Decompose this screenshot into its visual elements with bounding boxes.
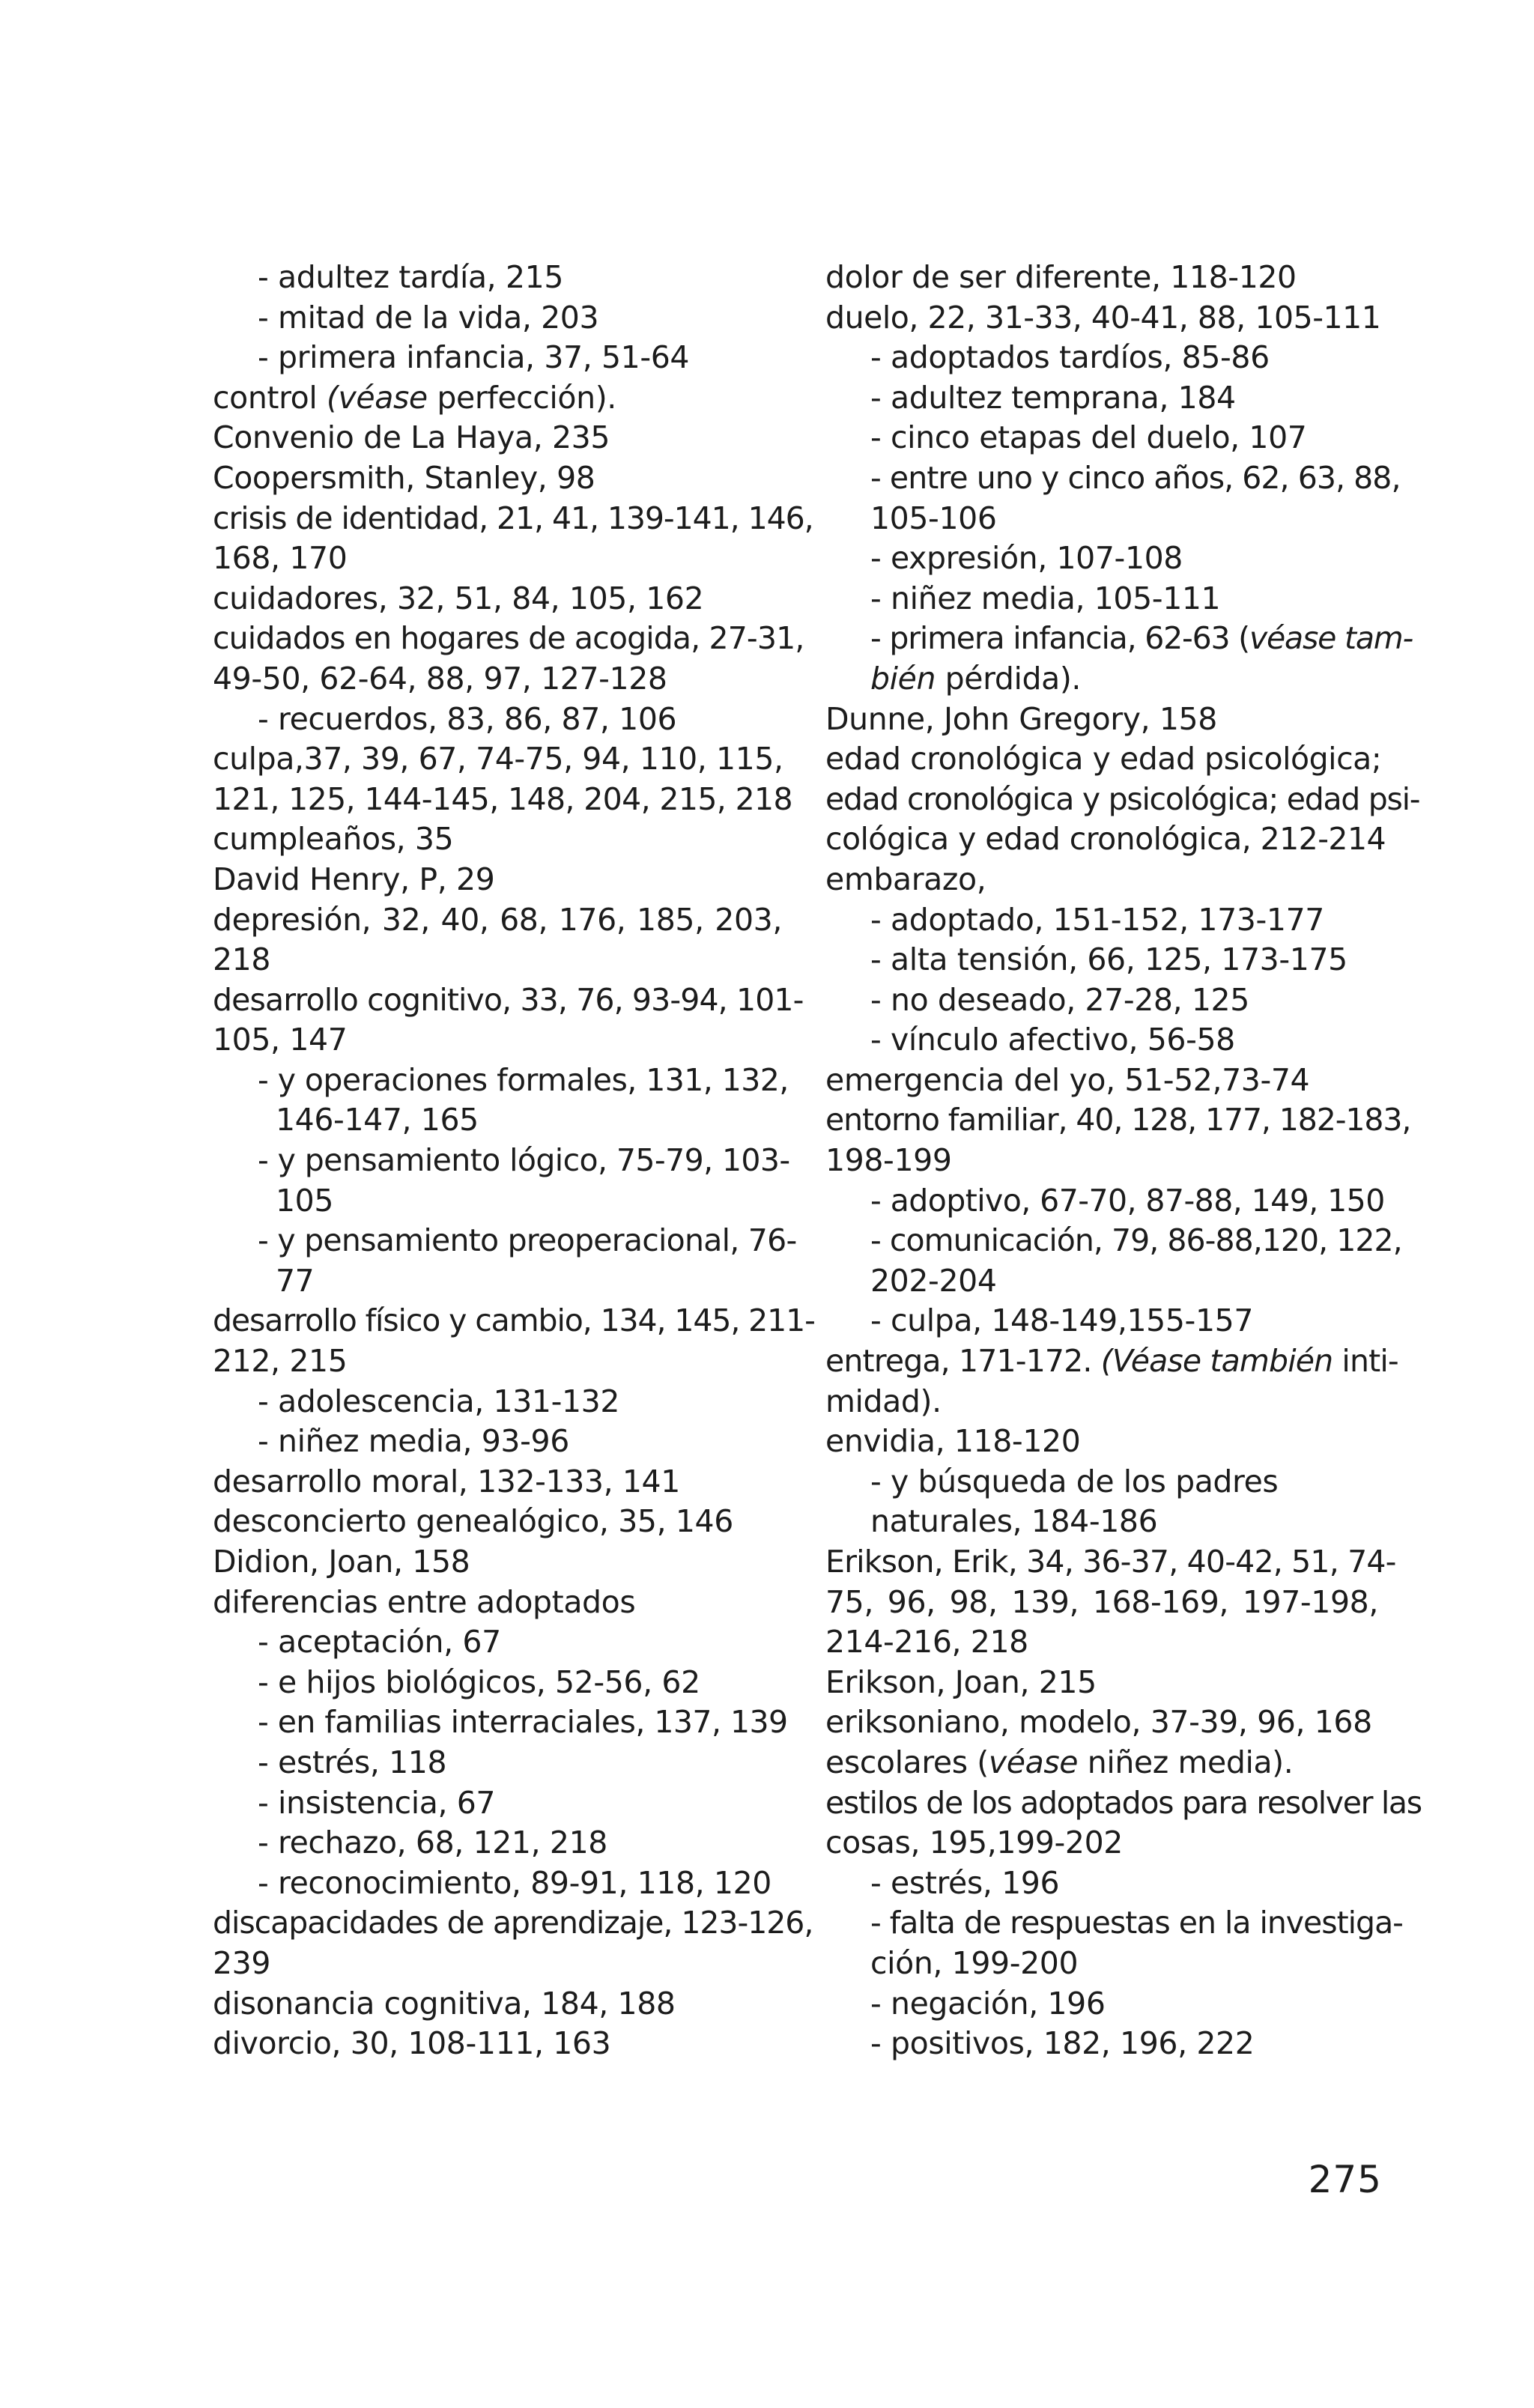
index-entry [213,1542,782,1583]
index-entry [213,338,782,378]
index-entry [213,579,782,619]
entry-text: desarrollo cognitivo, 33, 76, 93-94, 101- [213,981,804,1018]
index-column-right [825,258,1422,2064]
index-entry [213,619,804,659]
entry-text: eriksoniano, modelo, 37-39, 96, 168 [825,1704,1372,1741]
entry-text: crisis de identidad, 21, 41, 139-141, 146, [213,500,813,536]
index-entry [825,1502,1378,1542]
index-entry [825,1141,1378,1181]
index-entry [825,1944,1378,1984]
entry-text: - positivos, 182, 196, 222 [870,2025,1255,2062]
entry-text: - recuerdos, 83, 86, 87, 106 [258,700,677,737]
index-entry [213,1944,782,1984]
entry-text: desarrollo físico y cambio, 134, 145, 211- [213,1302,815,1339]
index-entry [213,499,813,539]
entry-text: 105 [276,1182,334,1219]
entry-text: entrega, 171-172. [825,1343,1101,1380]
entry-text: - comunicación, 79, 86-88,120, 122, [870,1222,1402,1259]
entry-text: - adoptivo, 67-70, 87-88, 149, 150 [870,1182,1385,1219]
entry-text: desarrollo moral, 132-133, 141 [213,1463,680,1499]
entry-text: discapacidades de aprendizaje, 123-126, [213,1905,813,1941]
entry-text: 168, 170 [213,540,348,577]
entry-text: Coopersmith, Stanley, 98 [213,459,595,496]
entry-text: - negación, 196 [870,1985,1106,2022]
index-entry [825,1422,1378,1462]
index-entry [825,458,1401,499]
index-entry [825,1903,1403,1944]
entry-text: - primera infancia, 37, 51-64 [258,339,690,376]
page-number: 275 [1308,2158,1382,2201]
entry-text: divorcio, 30, 108-111, 163 [213,2025,611,2062]
index-entry [213,1020,782,1061]
index-entry [825,619,1413,659]
entry-text: embarazo, [825,861,986,897]
entry-text: 212, 215 [213,1343,348,1380]
entry-text: - reconocimiento, 89-91, 118, 120 [258,1864,771,1901]
index-entry [213,1823,782,1863]
index-entry [825,739,1382,780]
index-entry [825,980,1378,1021]
index-entry [825,900,1378,941]
entry-text: cológica y edad cronológica, 212-214 [825,821,1386,858]
index-entry [213,1903,813,1944]
index-entry [213,1221,797,1261]
index-entry [825,418,1378,458]
entry-text: - en familias interraciales, 137, 139 [258,1704,788,1741]
entry-text: cuidados en hogares de acogida, 27-31, [213,620,804,657]
entry-italic-reference: véase tam- [1249,620,1413,657]
entry-text: - rechazo, 68, 121, 218 [258,1825,607,1861]
index-column-left [213,258,815,2064]
index-entry [213,980,804,1021]
index-entry [825,860,1378,900]
entry-text: Erikson, Joan, 215 [825,1664,1097,1700]
index-entry [213,1863,782,1904]
entry-text: 105, 147 [213,1022,348,1058]
index-entry [825,1382,1378,1422]
entry-text: control [213,379,327,416]
index-entry [213,1462,782,1502]
index-entry [213,2024,782,2064]
entry-italic-reference: (véase [326,379,428,416]
index-entry [213,1301,815,1341]
index-entry [213,860,782,900]
entry-text: entorno familiar, 40, 128, 177, 182-183, [825,1102,1411,1138]
entry-text: - adultez tardía, 215 [258,259,564,295]
index-entry [825,1823,1378,1863]
entry-text: - vínculo afectivo, 56-58 [870,1022,1235,1058]
index-entry [213,378,782,419]
index-entry [213,1502,782,1542]
entry-text: naturales, 184-186 [870,1503,1158,1540]
index-entry [213,900,782,941]
entry-text: 77 [276,1262,315,1299]
index-entry [213,819,782,860]
index-entry [825,1622,1378,1663]
entry-text: dolor de ser diferente, 118-120 [825,259,1297,295]
entry-text: 214-216, 218 [825,1624,1028,1661]
entry-text: - estrés, 118 [258,1744,447,1780]
index-entry [825,1100,1411,1141]
entry-text-after: perfección). [427,379,616,416]
entry-text: - culpa, 148-149,155-157 [870,1302,1254,1339]
index-entry [825,378,1378,419]
entry-text: 146-147, 165 [276,1102,479,1138]
index-entry [825,1743,1378,1783]
entry-text: 218 [213,941,271,978]
index-entry [213,1783,782,1824]
index-entry [825,1261,1378,1302]
entry-text: estilos de los adoptados para resolver las [825,1784,1422,1821]
entry-text: diferencias entre adoptados [213,1583,636,1620]
index-entry [213,458,782,499]
index-entry [213,1622,782,1663]
entry-text: cosas, 195,199-202 [825,1825,1123,1861]
index-entry [825,1583,1378,1623]
index-entry [825,1341,1398,1382]
index-entry [825,2024,1378,2064]
index-entry [825,579,1378,619]
entry-text: Dunne, John Gregory, 158 [825,700,1217,737]
index-entry [213,1341,782,1382]
entry-text: - y operaciones formales, 131, 132, [258,1061,789,1098]
index-entry [825,1702,1378,1743]
index-entry [213,1181,782,1222]
index-entry [213,1583,782,1623]
entry-text: - adolescencia, 131-132 [258,1383,620,1419]
entry-text: - estrés, 196 [870,1864,1060,1901]
index-entry [825,1301,1378,1341]
index-entry [213,659,782,700]
index-entry [825,1542,1396,1583]
index-entry [213,1061,789,1101]
entry-text: - no deseado, 27-28, 125 [870,981,1249,1018]
entry-text: - expresión, 107-108 [870,540,1183,577]
entry-text: - adoptados tardíos, 85-86 [870,339,1270,376]
entry-text: cuidadores, 32, 51, 84, 105, 162 [213,580,704,616]
entry-text: - insistencia, 67 [258,1784,496,1821]
index-entry [213,739,782,780]
index-entry [825,1221,1402,1261]
index-entry [825,338,1378,378]
entry-text: emergencia del yo, 51-52,73-74 [825,1061,1310,1098]
index-entry [213,1984,782,2025]
entry-text: midad). [825,1383,942,1419]
entry-text: Erikson, Erik, 34, 36-37, 40-42, 51, 74- [825,1544,1396,1580]
entry-text: - niñez media, 93-96 [258,1423,569,1460]
index-entry [825,499,1378,539]
entry-text: - y pensamiento lógico, 75-79, 103- [258,1142,790,1179]
entry-text: disonancia cognitiva, 184, 188 [213,1985,676,2022]
index-entry [213,1702,788,1743]
index-entry [213,1382,782,1422]
index-entry [825,819,1386,860]
entry-text: ción, 199-200 [870,1944,1079,1981]
entry-text-after: inti- [1333,1343,1398,1380]
index-entry [825,1020,1378,1061]
entry-text: Convenio de La Haya, 235 [213,419,610,456]
entry-text: 49-50, 62-64, 88, 97, 127-128 [213,660,667,697]
entry-text: - cinco etapas del duelo, 107 [870,419,1307,456]
entry-text: - entre uno y cinco años, 62, 63, 88, [870,459,1401,496]
index-entry [213,258,782,298]
entry-text: desconcierto genealógico, 35, 146 [213,1503,733,1540]
entry-text: - y búsqueda de los padres [870,1463,1279,1499]
entry-text: duelo, 22, 31-33, 40-41, 88, 105-111 [825,299,1381,336]
entry-text: - adoptado, 151-152, 173-177 [870,901,1324,938]
index-entry [213,1100,782,1141]
entry-text: 202-204 [870,1262,997,1299]
index-entry [213,1663,782,1703]
index-entry [213,780,792,820]
index-entry [213,418,782,458]
entry-text-after: pérdida). [936,660,1082,697]
entry-text: 75, 96, 98, 139, 168-169, 197-198, [825,1583,1378,1620]
entry-text: depresión, 32, 40, 68, 176, 185, 203, [213,901,782,938]
entry-text: 198-199 [825,1142,952,1179]
entry-italic-reference: bién [870,660,936,697]
entry-italic-reference: véase [988,1744,1079,1780]
index-entry [825,258,1378,298]
entry-text: 121, 125, 144-145, 148, 204, 215, 218 [213,780,792,817]
index-entry [213,539,782,579]
index-entry [213,298,782,339]
entry-text: - falta de respuestas en la investiga- [870,1905,1403,1941]
entry-text: David Henry, P, 29 [213,861,495,897]
entry-text: - adultez temprana, 184 [870,379,1236,416]
entry-text: - aceptación, 67 [258,1624,501,1661]
entry-text-after: niñez media). [1078,1744,1294,1780]
index-entry [825,940,1378,980]
entry-text: envidia, 118-120 [825,1423,1081,1460]
index-entry [213,1261,782,1302]
entry-text: edad cronológica y psicológica; edad psi- [825,780,1420,817]
entry-text: - y pensamiento preoperacional, 76- [258,1222,797,1259]
entry-text: Didion, Joan, 158 [213,1544,470,1580]
entry-italic-reference: (Véase también [1100,1343,1333,1380]
entry-text: - alta tensión, 66, 125, 173-175 [870,941,1347,978]
index-entry [213,1743,782,1783]
index-entry [213,1422,782,1462]
entry-text: 239 [213,1944,271,1981]
index-entry [825,1783,1422,1824]
entry-text: cumpleaños, 35 [213,821,454,858]
index-entry [825,780,1420,820]
entry-text: culpa,37, 39, 67, 74-75, 94, 110, 115, [213,741,783,777]
index-entry [825,539,1378,579]
entry-text: - primera infancia, 62-63 ( [870,620,1249,657]
index-entry [825,1984,1378,2025]
index-entry [825,700,1378,740]
entry-text: - niñez media, 105-111 [870,580,1221,616]
index-entry [213,940,782,980]
index-entry [825,1863,1378,1904]
entry-text: - mitad de la vida, 203 [258,299,599,336]
entry-text: - e hijos biológicos, 52-56, 62 [258,1664,700,1700]
entry-text: escolares ( [825,1744,989,1780]
index-entry [825,298,1381,339]
index-entry [825,1462,1378,1502]
index-entry [825,1061,1378,1101]
index-entry [213,700,782,740]
index-entry [213,1141,790,1181]
index-entry [825,1181,1385,1222]
entry-text: 105-106 [870,500,997,536]
index-entry [825,1663,1378,1703]
index-entry [825,659,1378,700]
entry-text: edad cronológica y edad psicológica; [825,741,1382,777]
